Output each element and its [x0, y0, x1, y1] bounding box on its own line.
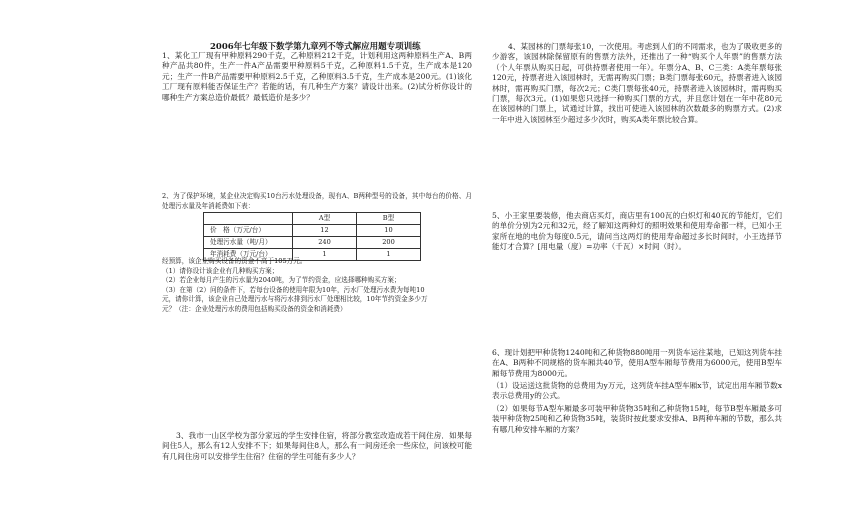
equipment-table: [203, 212, 421, 261]
question-5: 5、小王家里要装修，他去商店买灯，商店里有100瓦的白炽灯和40瓦的节能灯，它们的单价分别为2元和32元，经了解知这两种灯的照明效果和使用寿命都一样，已知小王家所在地的电价为每度0.5元，请问当这两灯的使用寿命超过多长时间时，小王选择节能灯才合算？[用电量（度）=功率（千瓦）×时间（时）。: [492, 211, 782, 252]
table-cell: 1: [357, 249, 421, 261]
table-cell: 10: [357, 225, 421, 237]
table-row: [204, 225, 421, 237]
table-cell: 1: [293, 249, 357, 261]
question-2-line: 元？（注：企业处理污水的费用包括购买设备的资金和消耗费）: [162, 304, 347, 313]
table-cell: 200: [357, 237, 421, 249]
table-cell: 价 格（万元/台）: [204, 225, 293, 237]
question-2-intro: 2、为了保护环境，某企业决定购买10台污水处理设备，现有A、B两种型号的设备，其中每台的价格、月处理污水量及年消耗费如下表：: [162, 192, 472, 210]
question-2-line: 元，请你计算，该企业自己处理污水与将污水排到污水厂处理相比较，10年节约资金多少万: [162, 295, 428, 304]
table-header-cell: [204, 213, 293, 225]
question-2-line: （2）若企业每月产生的污水量为2040吨，为了节约资金，应选择哪种购买方案；: [162, 276, 401, 285]
question-1: 1、某化工厂现有甲种原料290千克，乙种原料212千克，计划利用这两种原料生产A、B两种产品共80件，生产一件A产品需要甲种原料5千克，乙种原料1.5千克，生产成本是120元；生产一件B产品需要甲种原料2.5千克，乙种原料3.5千克，生产成本是200元。(1)该化工厂现有原料能否保证生产？若能的话，有几种生产方案？请设计出来。(2)试分析你设计的哪种生产方案总造价最低？最低造价是多少？: [162, 51, 472, 102]
table-cell: 处理污水量（吨/月）: [204, 237, 293, 249]
question-4: 4、某园林的门票每张10，一次使用。考虑到人们的不同需求，也为了吸收更多的少游客，该园林除保留原有的售票方法外，还推出了一种“购买个人年票”的售票方法（个人年票从购买日起，可供持票者使用一年）。年票分A、B、C三类：A类年票每张120元，持票者进入该园林时，无需再购买门票；B类门票每张60元，持票者进入该园林时，需再购买门票，每次2元；C类门票每张40元，持票者进入该园林时，需再购买门票，每次3元。(1)如果您只选择一种购买门票的方式，并且您计划在一年中花80元在该园林的门票上，试通过计算，找出可使进入该园林的次数最多的购票方式。(2)求一年中进入该园林至少超过多少次时，购买A类年票比较合算。: [492, 42, 782, 124]
table-cell: 年消耗费（万元/台）: [204, 249, 293, 261]
question-6-part-1: （1）设运送这批货物的总费用为y万元，这列货车挂A型车厢x节，试定出用车厢节数x表示总费用y的公式。: [492, 381, 782, 401]
question-2-parts: [162, 257, 472, 315]
table-cell: 12: [293, 225, 357, 237]
question-6-intro: 6、现计划把甲种货物1240吨和乙种货物880吨用一列货车运往某地，已知这列货车挂在A、B两种不同规格的货车厢共40节，使用A型车厢每节费用为6000元，使用B型车厢每节费用为8000元。: [492, 348, 782, 378]
question-3: 3、我市一山区学校为部分家远的学生安排住宿，将部分教室改造成若干间住房．如果每间住5人，那么有12人安排不下；如果每间住8人，那么有一间房还余一些床位，问该校可能有几间住房可以安排学生住宿？住宿的学生可能有多少人？: [162, 431, 472, 461]
question-6-part-2: （2）如果每节A型车厢最多可装甲种货物35吨和乙种货物15吨，每节B型车厢最多可装甲种货物25吨和乙种货物35吨，装货时按此要求安排A、B两种车厢的节数，那么共有哪几种安排车厢的方案？: [492, 404, 782, 434]
page-title: 2006年七年级下数学第九章列不等式解应用题专项训练: [210, 42, 421, 52]
table-header-cell: A型: [293, 213, 357, 225]
question-2-line: （3）在第（2）问的条件下，若每台设备的使用年限为10年，污水厂处理污水费为每吨10: [162, 285, 425, 294]
table-header-cell: B型: [357, 213, 421, 225]
question-2-line: （1）请你设计该企业有几种购买方案；: [162, 266, 279, 275]
table-header-row: [204, 213, 421, 225]
table-cell: 240: [293, 237, 357, 249]
question-2-line: 经预算，该企业购买设备的资金不高于105万元。: [162, 257, 307, 265]
table-row: [204, 237, 421, 249]
